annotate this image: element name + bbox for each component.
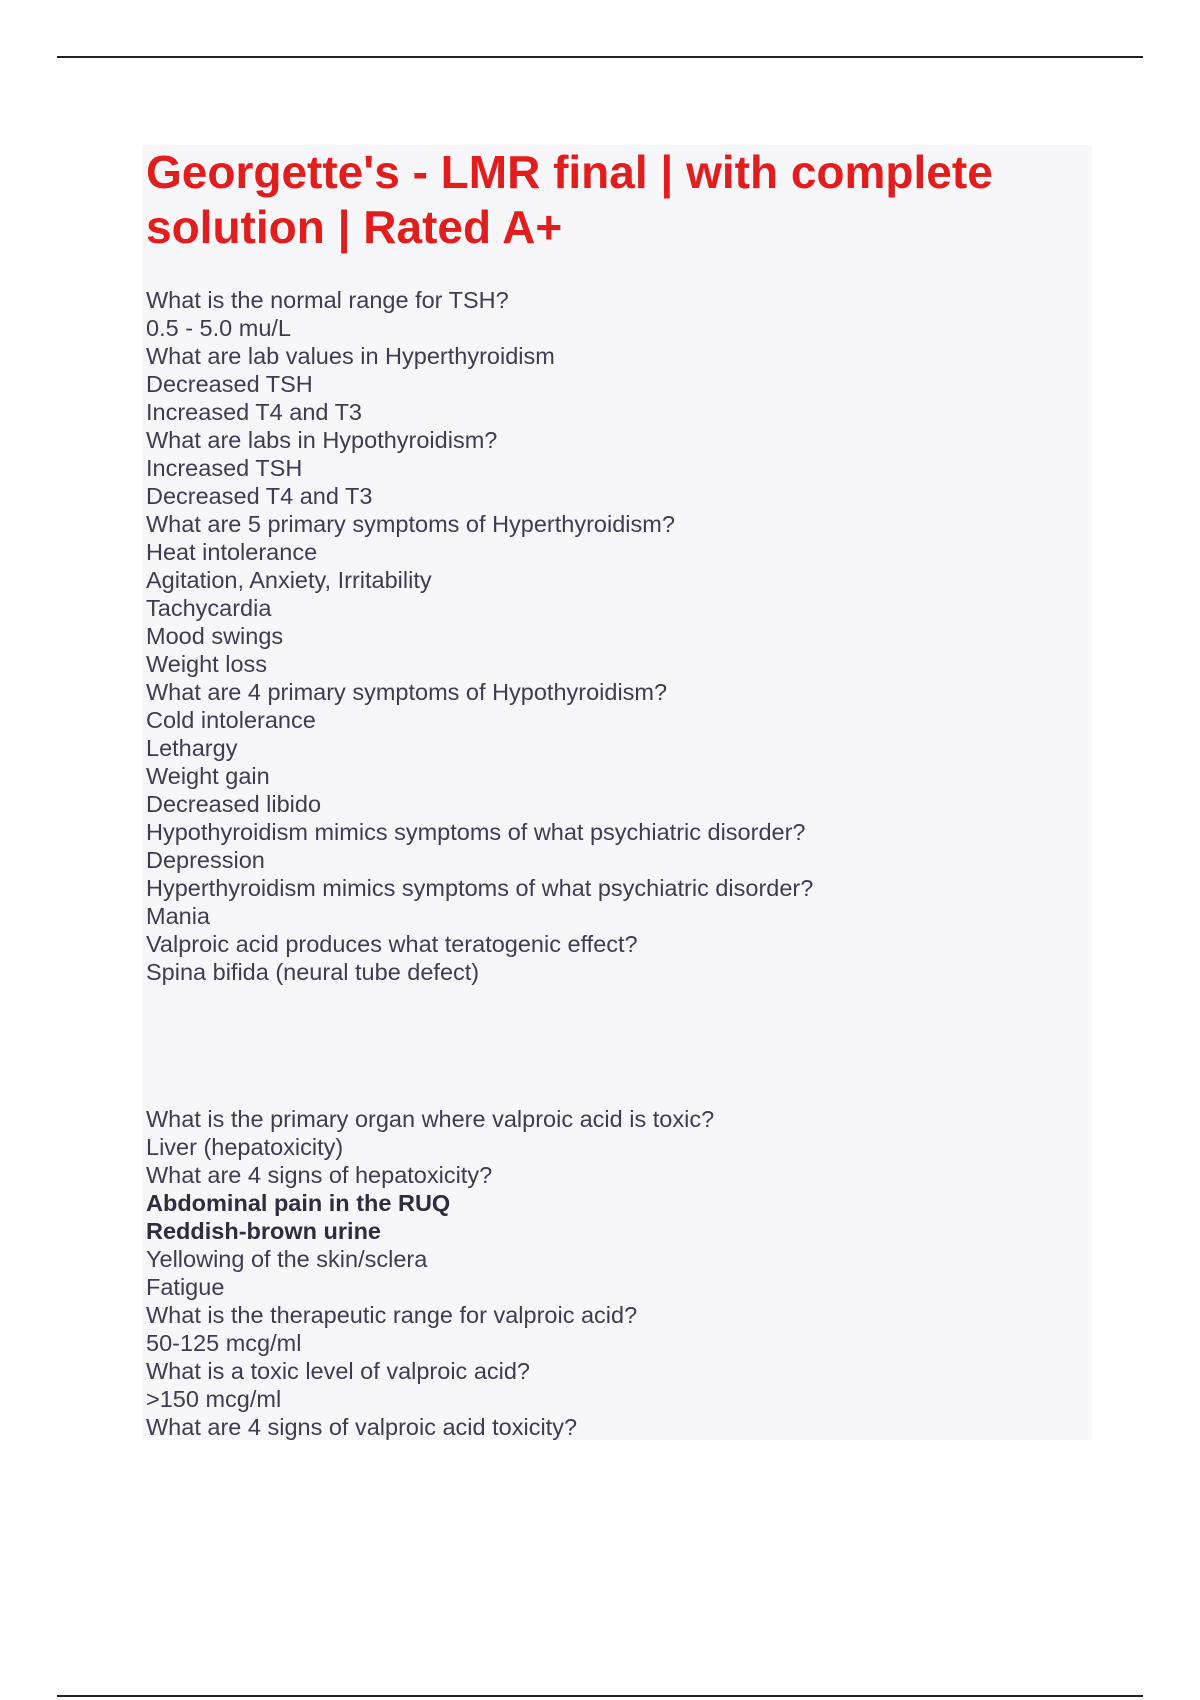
text-line: Reddish-brown urine [146,1218,381,1244]
text-line: What are lab values in Hyperthyroidism [146,343,555,369]
text-line: What are 4 signs of valproic acid toxicity? [146,1414,578,1440]
text-line: What is the therapeutic range for valproic acid? [146,1302,638,1328]
text-line: What is the normal range for TSH? [146,287,509,313]
text-line: Fatigue [146,1274,225,1300]
text-line: >150 mcg/ml [146,1386,282,1412]
qa-block-2 [146,1105,1046,1441]
top-rule [57,56,1143,58]
text-line: What are 4 primary symptoms of Hypothyroidism? [146,679,668,705]
document-content [142,145,1092,1440]
text-line: 0.5 - 5.0 mu/L [146,315,291,341]
document-title: Georgette's - LMR final | with complete solution | Rated A+ [146,146,993,253]
text-line: Mood swings [146,623,284,649]
text-line: Cold intolerance [146,707,316,733]
text-line: Hyperthyroidism mimics symptoms of what psychiatric disorder? [146,875,814,901]
text-line: Decreased T4 and T3 [146,483,373,509]
text-line: 50-125 mcg/ml [146,1330,302,1356]
text-line: Liver (hepatoxicity) [146,1134,344,1160]
text-line: Decreased libido [146,791,322,817]
text-line: Hypothyroidism mimics symptoms of what psychiatric disorder? [146,819,806,845]
text-line: Abdominal pain in the RUQ [146,1190,451,1216]
text-line: Heat intolerance [146,539,318,565]
text-line: What are labs in Hypothyroidism? [146,427,498,453]
text-line: Decreased TSH [146,371,313,397]
text-line: Yellowing of the skin/sclera [146,1246,428,1272]
text-line: Mania [146,903,211,929]
text-line: Weight gain [146,763,270,789]
text-line: What are 4 signs of hepatoxicity? [146,1162,493,1188]
text-line: Agitation, Anxiety, Irritability [146,567,432,593]
text-line: Tachycardia [146,595,272,621]
text-line: Increased T4 and T3 [146,399,362,425]
text-line: Spina bifida (neural tube defect) [146,959,480,985]
qa-block-1 [146,286,1046,986]
text-line: What are 5 primary symptoms of Hyperthyroidism? [146,511,675,537]
text-line: Depression [146,847,265,873]
text-line: Increased TSH [146,455,303,481]
bottom-rule [57,1695,1143,1697]
text-line: What is a toxic level of valproic acid? [146,1358,530,1384]
text-line: Weight loss [146,651,268,677]
text-line: Valproic acid produces what teratogenic effect? [146,931,638,957]
text-line: Lethargy [146,735,238,761]
text-line: What is the primary organ where valproic acid is toxic? [146,1106,715,1132]
